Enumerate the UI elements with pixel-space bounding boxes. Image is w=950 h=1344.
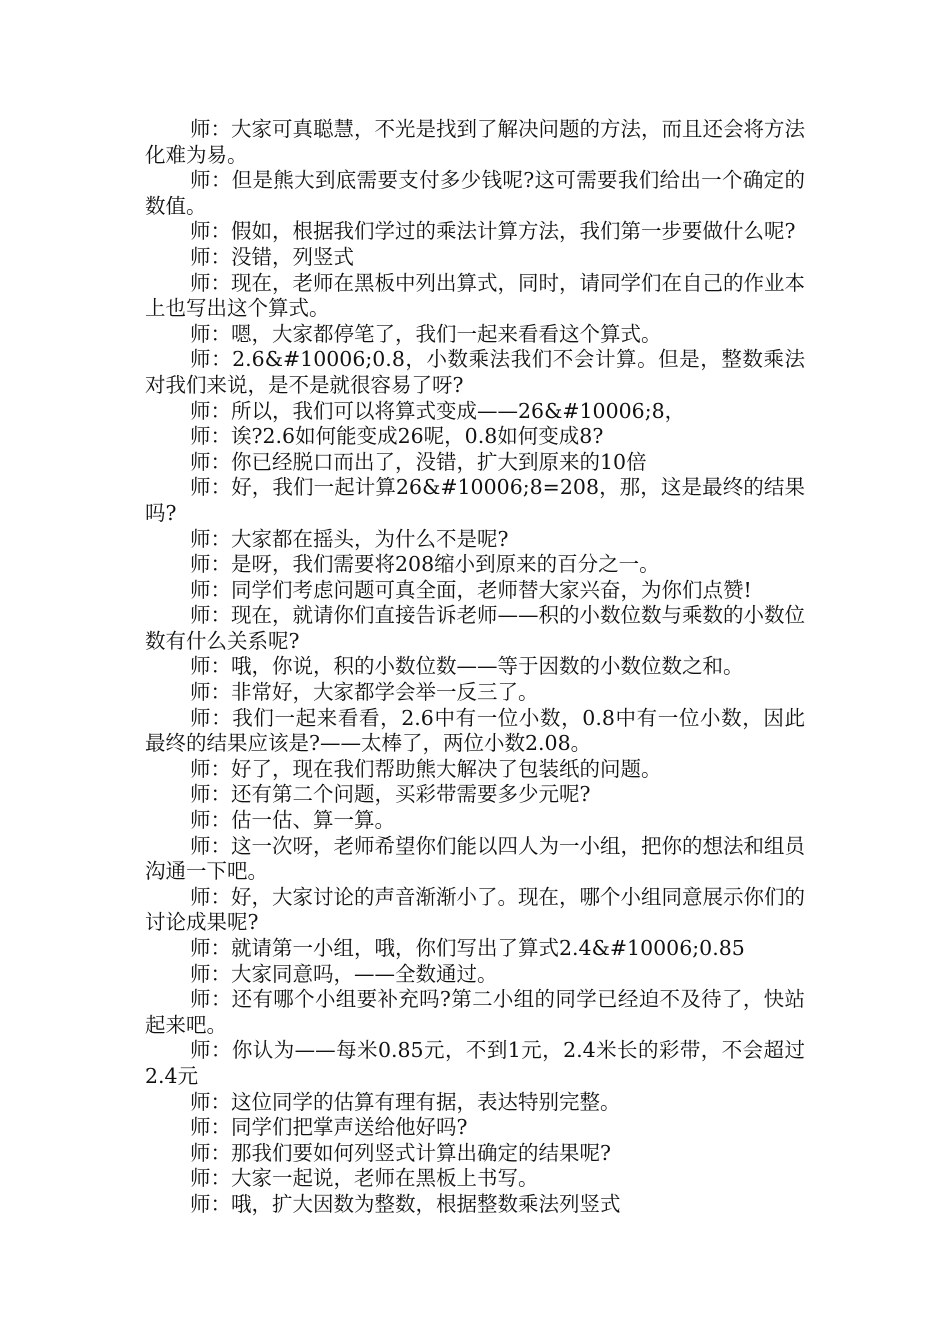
paragraph: 师：所以，我们可以将算式变成——26&#10006;8， [190,398,686,423]
paragraph: 师：大家同意吗，——全数通过。 [190,961,498,986]
paragraph: 师：大家一起说，老师在黑板上书写。 [190,1166,539,1191]
paragraph: 师：但是熊大到底需要支付多少钱呢?这可需要我们给出一个确定的数值。 [145,168,805,218]
paragraph: 师：那我们要如何列竖式计算出确定的结果呢? [190,1140,611,1165]
paragraph: 师：假如，根据我们学过的乘法计算方法，我们第一步要做什么呢? [190,219,796,244]
paragraph: 师：同学们把掌声送给他好吗? [190,1115,468,1140]
paragraph: 师：还有哪个小组要补充吗?第二小组的同学已经迫不及待了，快站起来吧。 [145,987,805,1037]
paragraph: 师：非常好，大家都学会举一反三了。 [190,680,539,705]
paragraph: 师：诶?2.6如何能变成26呢，0.8如何变成8? [190,424,604,449]
paragraph: 师：是呀，我们需要将208缩小到原来的百分之一。 [190,552,660,577]
paragraph: 师：你认为——每米0.85元，不到1元，2.4米长的彩带，不会超过2.4元 [145,1038,805,1088]
paragraph: 师：哦，扩大因数为整数，根据整数乘法列竖式 [190,1191,621,1216]
paragraph: 师：大家可真聪慧，不光是找到了解决问题的方法，而且还会将方法化难为易。 [145,117,805,167]
paragraph: 师：2.6&#10006;0.8，小数乘法我们不会计算。但是，整数乘法对我们来说，是不是就很容易了呀? [145,347,805,397]
paragraph: 师：好，我们一起计算26&#10006;8=208，那，这是最终的结果吗? [145,475,805,525]
paragraph: 师：还有第二个问题，买彩带需要多少元呢? [190,782,591,807]
paragraph: 师：就请第一小组，哦，你们写出了算式2.4&#10006;0.85 [190,936,745,960]
paragraph: 师：好，大家讨论的声音渐渐小了。现在，哪个小组同意展示你们的讨论成果呢? [145,884,805,935]
paragraph: 师：你已经脱口而出了，没错，扩大到原来的10倍 [190,449,647,474]
paragraph: 师：估一估、算一算。 [190,808,395,833]
paragraph: 师：现在，老师在黑板中列出算式，同时，请同学们在自己的作业本上也写出这个算式。 [145,270,805,321]
paragraph: 师：我们一起来看看，2.6中有一位小数，0.8中有一位小数，因此最终的结果应该是?——太棒了，两位小数2.08。 [145,705,805,756]
paragraph: 师：嗯，大家都停笔了，我们一起来看看这个算式。 [190,321,662,346]
paragraph: 师：这位同学的估算有理有据，表达特别完整。 [190,1089,621,1114]
document-body [145,117,805,1218]
paragraph: 师：现在，就请你们直接告诉老师——积的小数位数与乘数的小数位数有什么关系呢? [145,603,805,653]
paragraph: 师：哦，你说，积的小数位数——等于因数的小数位数之和。 [190,654,744,679]
paragraph: 师：大家都在摇头，为什么不是呢? [190,526,509,551]
paragraph: 师：没错，列竖式 [190,244,354,269]
paragraph: 师：好了，现在我们帮助熊大解决了包装纸的问题。 [190,756,662,781]
paragraph: 师：这一次呀，老师希望你们能以四人为一小组，把你的想法和组员沟通一下吧。 [145,833,805,884]
paragraph: 师：同学们考虑问题可真全面，老师替大家兴奋，为你们点赞! [190,577,752,602]
